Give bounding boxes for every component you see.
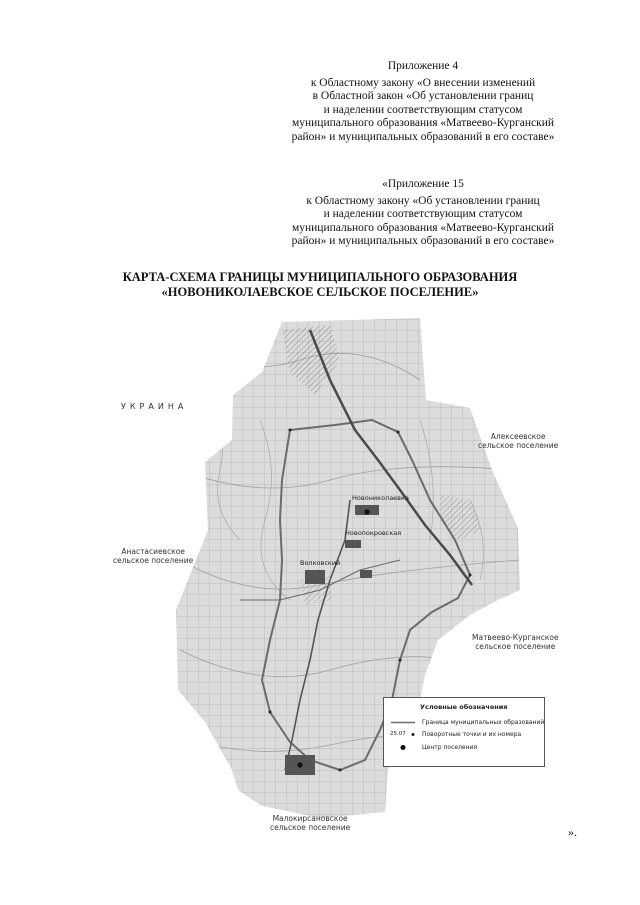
settlement-label: Новопокровская: [345, 529, 402, 537]
legend-item-center: [390, 743, 540, 752]
center-dot-icon: [364, 509, 369, 514]
legend-label: Центр поселения: [422, 744, 478, 751]
closing-quote: ».: [568, 825, 577, 839]
neighbor-name: Матвеево-Курганское: [472, 633, 559, 642]
legend-label: Поворотные точки и их номера: [422, 731, 522, 738]
neighbor-label-alekseevskoe: [478, 432, 558, 450]
legend-title: Условные обозначения: [420, 703, 508, 711]
center-dot-icon: [297, 762, 302, 767]
country-label: УКРАИНА: [121, 402, 188, 411]
appendix-15-line: и наделении соответствующим статусом: [323, 208, 523, 220]
neighbor-label-malokirsanovskoe: [270, 814, 350, 832]
appendix-4-line: к Областному закону «О внесении изменений: [310, 76, 536, 89]
settlement-label: Волковский: [300, 559, 341, 567]
settlement-label: Новониколаевка: [352, 494, 409, 502]
neighbor-type: сельское поселение: [475, 642, 556, 651]
appendix-15-line: к Областному закону «Об установлении границ: [306, 194, 540, 207]
center-dot-icon: [390, 743, 416, 752]
appendix-4-line: район» и муниципальных образований в его составе»: [291, 130, 555, 143]
appendix-15-title: «Приложение 15: [382, 178, 464, 190]
legend-label: Граница муниципальных образований: [422, 719, 545, 726]
legend-item-turning-point: [390, 730, 540, 739]
appendix-4-title: Приложение 4: [387, 60, 459, 72]
legend-code: 25.07: [390, 731, 406, 737]
appendix-15-line: район» и муниципальных образований в его составе»: [291, 235, 555, 247]
boundary-line-icon: [390, 718, 416, 727]
neighbor-label-matveevo-kurganskoe: [472, 633, 559, 651]
map-title-line-2: «НОВОНИКОЛАЕВСКОЕ СЕЛЬСКОЕ ПОСЕЛЕНИЕ»: [161, 285, 479, 299]
neighbor-type: сельское поселение: [113, 556, 194, 565]
neighbor-type: сельское поселение: [270, 823, 351, 832]
appendix-4-line: муниципального образования «Матвеево-Курганский: [291, 117, 555, 129]
legend-item-boundary: [390, 718, 545, 727]
neighbor-type: сельское поселение: [478, 441, 559, 450]
appendix-4-line: в Областной закон «Об установлении границ: [312, 90, 534, 102]
appendix-4-line: и наделении соответствующим статусом: [323, 103, 523, 116]
map-legend: [383, 697, 545, 767]
neighbor-name: Малокирсановское: [272, 814, 348, 823]
neighbor-name: Алексеевское: [490, 432, 546, 441]
neighbor-name: Анастасиевское: [121, 547, 185, 556]
map-title-line-1: КАРТА-СХЕМА ГРАНИЦЫ МУНИЦИПАЛЬНОГО ОБРАЗОВАНИЯ: [122, 270, 518, 284]
neighbor-label-anastasievskoe: [113, 547, 193, 565]
appendix-15-line: муниципального образования «Матвеево-Курганский: [291, 221, 555, 234]
